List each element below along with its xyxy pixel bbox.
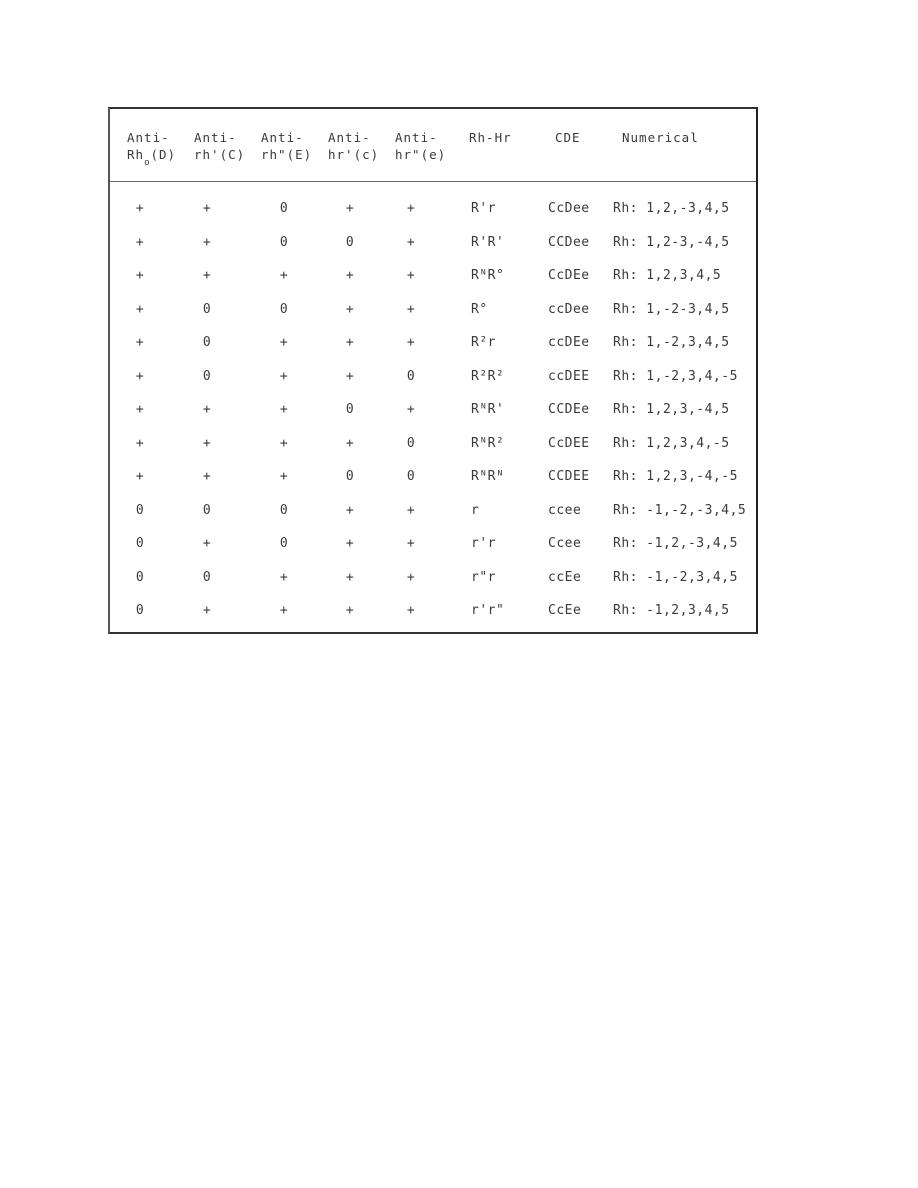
numerical-cell: Rh: 1,2-3,-4,5 [613, 234, 730, 250]
anti-rh-c-cell: + [202, 536, 212, 551]
header-anti-hr-dprime-e [395, 129, 446, 163]
rh-hr-cell: R²R² [471, 368, 505, 384]
anti-hr-e-cell: + [406, 603, 416, 618]
anti-hr-c-cell: + [345, 536, 355, 551]
header-line2: Rh [127, 147, 145, 162]
anti-rh-c-cell: 0 [202, 335, 212, 350]
numerical-cell: Rh: -1,2,3,4,5 [613, 603, 730, 618]
rh-hr-cell: r"r [471, 569, 496, 585]
header-line1: Anti- [127, 130, 170, 145]
anti-rh-e-cell: + [279, 335, 289, 350]
header-subscript: o [144, 158, 151, 168]
numerical-cell: Rh: 1,2,3,-4,5 [613, 402, 730, 417]
cde-cell: ccDEE [548, 368, 590, 384]
rh-hr-cell: RᴺR² [471, 435, 505, 451]
anti-rh-c-cell: 0 [202, 368, 212, 384]
anti-rho-d-cell: + [135, 234, 145, 250]
header-line1: Rh-Hr [469, 130, 512, 145]
numerical-cell: Rh: -1,-2,3,4,5 [613, 569, 738, 585]
header-anti-rh-prime-c [194, 129, 245, 163]
anti-rho-d-cell: 0 [135, 502, 145, 518]
table-row [110, 192, 756, 225]
anti-rho-d-cell: + [135, 469, 145, 484]
anti-hr-c-cell: + [345, 502, 355, 518]
header-cde [555, 129, 581, 146]
anti-hr-e-cell: + [406, 536, 416, 551]
numerical-cell: Rh: 1,2,3,4,-5 [613, 435, 730, 451]
cde-cell: CcEe [548, 603, 582, 618]
anti-hr-c-cell: + [345, 201, 355, 216]
table-row [110, 427, 756, 460]
anti-rho-d-cell: + [135, 268, 145, 283]
numerical-cell: Rh: 1,-2-3,4,5 [613, 301, 730, 317]
header-line2-tail: (D) [150, 147, 177, 162]
rh-hr-cell: R²r [471, 335, 496, 350]
anti-hr-c-cell: + [345, 335, 355, 350]
rh-hr-cell: r'r [471, 536, 496, 551]
anti-rh-e-cell: 0 [279, 502, 289, 518]
anti-hr-e-cell: + [406, 335, 416, 350]
cde-cell: CcDEE [548, 435, 590, 451]
anti-rh-c-cell: + [202, 469, 212, 484]
header-line2: rh'(C) [194, 147, 246, 162]
cde-cell: CCDEE [548, 469, 590, 484]
anti-hr-e-cell: 0 [406, 469, 416, 484]
rh-hr-cell: R° [471, 301, 488, 317]
anti-rho-d-cell: 0 [135, 569, 145, 585]
header-line1: Anti- [261, 130, 304, 145]
numerical-cell: Rh: -1,2,-3,4,5 [613, 536, 738, 551]
anti-rho-d-cell: 0 [135, 603, 145, 618]
anti-rh-e-cell: + [279, 368, 289, 384]
anti-rho-d-cell: 0 [135, 536, 145, 551]
header-rh-hr [469, 129, 512, 146]
header-line1: Numerical [622, 130, 699, 145]
header-line2: hr"(e) [395, 147, 447, 162]
anti-rh-e-cell: + [279, 569, 289, 585]
anti-hr-e-cell: + [406, 569, 416, 585]
table-row [110, 527, 756, 560]
anti-rh-c-cell: + [202, 268, 212, 283]
anti-hr-e-cell: + [406, 301, 416, 317]
cde-cell: Ccee [548, 536, 582, 551]
anti-hr-c-cell: + [345, 301, 355, 317]
anti-hr-e-cell: + [406, 201, 416, 216]
anti-rh-c-cell: + [202, 402, 212, 417]
rh-hr-cell: R'R' [471, 234, 505, 250]
anti-hr-e-cell: + [406, 234, 416, 250]
anti-hr-e-cell: 0 [406, 368, 416, 384]
anti-rh-c-cell: + [202, 201, 212, 216]
table-row [110, 393, 756, 426]
anti-hr-e-cell: + [406, 402, 416, 417]
anti-hr-c-cell: + [345, 603, 355, 618]
table-row [110, 360, 756, 393]
anti-hr-c-cell: 0 [345, 402, 355, 417]
header-numerical [622, 129, 699, 146]
table-row [110, 460, 756, 493]
anti-rho-d-cell: + [135, 435, 145, 451]
header-line1: Anti- [328, 130, 371, 145]
cde-cell: CCDEe [548, 402, 590, 417]
anti-rh-c-cell: + [202, 234, 212, 250]
numerical-cell: Rh: 1,-2,3,4,-5 [613, 368, 738, 384]
anti-hr-c-cell: + [345, 435, 355, 451]
rh-hr-cell: R'r [471, 201, 496, 216]
anti-hr-c-cell: + [345, 268, 355, 283]
numerical-cell: Rh: 1,2,3,4,5 [613, 268, 722, 283]
cde-cell: CcDee [548, 201, 590, 216]
anti-rh-c-cell: 0 [202, 301, 212, 317]
header-line1: CDE [555, 130, 581, 145]
rh-hr-cell: RᴺR° [471, 268, 505, 283]
cde-cell: ccEe [548, 569, 582, 585]
header-anti-rh-dprime-e [261, 129, 312, 163]
cde-cell: CcDEe [548, 268, 590, 283]
table-header [110, 109, 756, 182]
numerical-cell: Rh: 1,-2,3,4,5 [613, 335, 730, 350]
cde-cell: ccDEe [548, 335, 590, 350]
table-row [110, 293, 756, 326]
table-row [110, 594, 756, 627]
anti-rh-e-cell: + [279, 402, 289, 417]
table-row [110, 226, 756, 259]
anti-rh-c-cell: + [202, 435, 212, 451]
anti-hr-e-cell: 0 [406, 435, 416, 451]
header-line1: Anti- [194, 130, 237, 145]
rh-hr-cell: RᴺRᴺ [471, 469, 505, 484]
cde-cell: CCDee [548, 234, 590, 250]
anti-hr-c-cell: 0 [345, 234, 355, 250]
table-row [110, 259, 756, 292]
rh-hr-cell: RᴺR' [471, 402, 505, 417]
header-line2: rh"(E) [261, 147, 313, 162]
header-anti-rho-d [127, 129, 176, 172]
anti-rh-e-cell: + [279, 435, 289, 451]
anti-rh-e-cell: 0 [279, 201, 289, 216]
anti-rh-e-cell: 0 [279, 536, 289, 551]
anti-hr-c-cell: + [345, 368, 355, 384]
anti-rho-d-cell: + [135, 402, 145, 417]
anti-rh-e-cell: + [279, 603, 289, 618]
anti-hr-c-cell: + [345, 569, 355, 585]
anti-rh-c-cell: 0 [202, 502, 212, 518]
anti-hr-c-cell: 0 [345, 469, 355, 484]
rh-typing-table [108, 107, 758, 634]
table-row [110, 494, 756, 527]
anti-rh-e-cell: 0 [279, 234, 289, 250]
header-line2: hr'(c) [328, 147, 380, 162]
anti-rh-c-cell: 0 [202, 569, 212, 585]
anti-rh-e-cell: + [279, 268, 289, 283]
rh-hr-cell: r'r" [471, 603, 505, 618]
header-anti-hr-prime-c [328, 129, 379, 163]
anti-rho-d-cell: + [135, 201, 145, 216]
anti-hr-e-cell: + [406, 502, 416, 518]
cde-cell: ccee [548, 502, 582, 518]
table-row [110, 326, 756, 359]
anti-rh-e-cell: 0 [279, 301, 289, 317]
anti-rho-d-cell: + [135, 335, 145, 350]
table-row [110, 561, 756, 594]
anti-rho-d-cell: + [135, 301, 145, 317]
anti-rh-c-cell: + [202, 603, 212, 618]
numerical-cell: Rh: -1,-2,-3,4,5 [613, 502, 747, 518]
header-line1: Anti- [395, 130, 438, 145]
anti-rho-d-cell: + [135, 368, 145, 384]
rh-hr-cell: r [471, 502, 480, 518]
numerical-cell: Rh: 1,2,-3,4,5 [613, 201, 730, 216]
cde-cell: ccDee [548, 301, 590, 317]
numerical-cell: Rh: 1,2,3,-4,-5 [613, 469, 738, 484]
anti-hr-e-cell: + [406, 268, 416, 283]
anti-rh-e-cell: + [279, 469, 289, 484]
